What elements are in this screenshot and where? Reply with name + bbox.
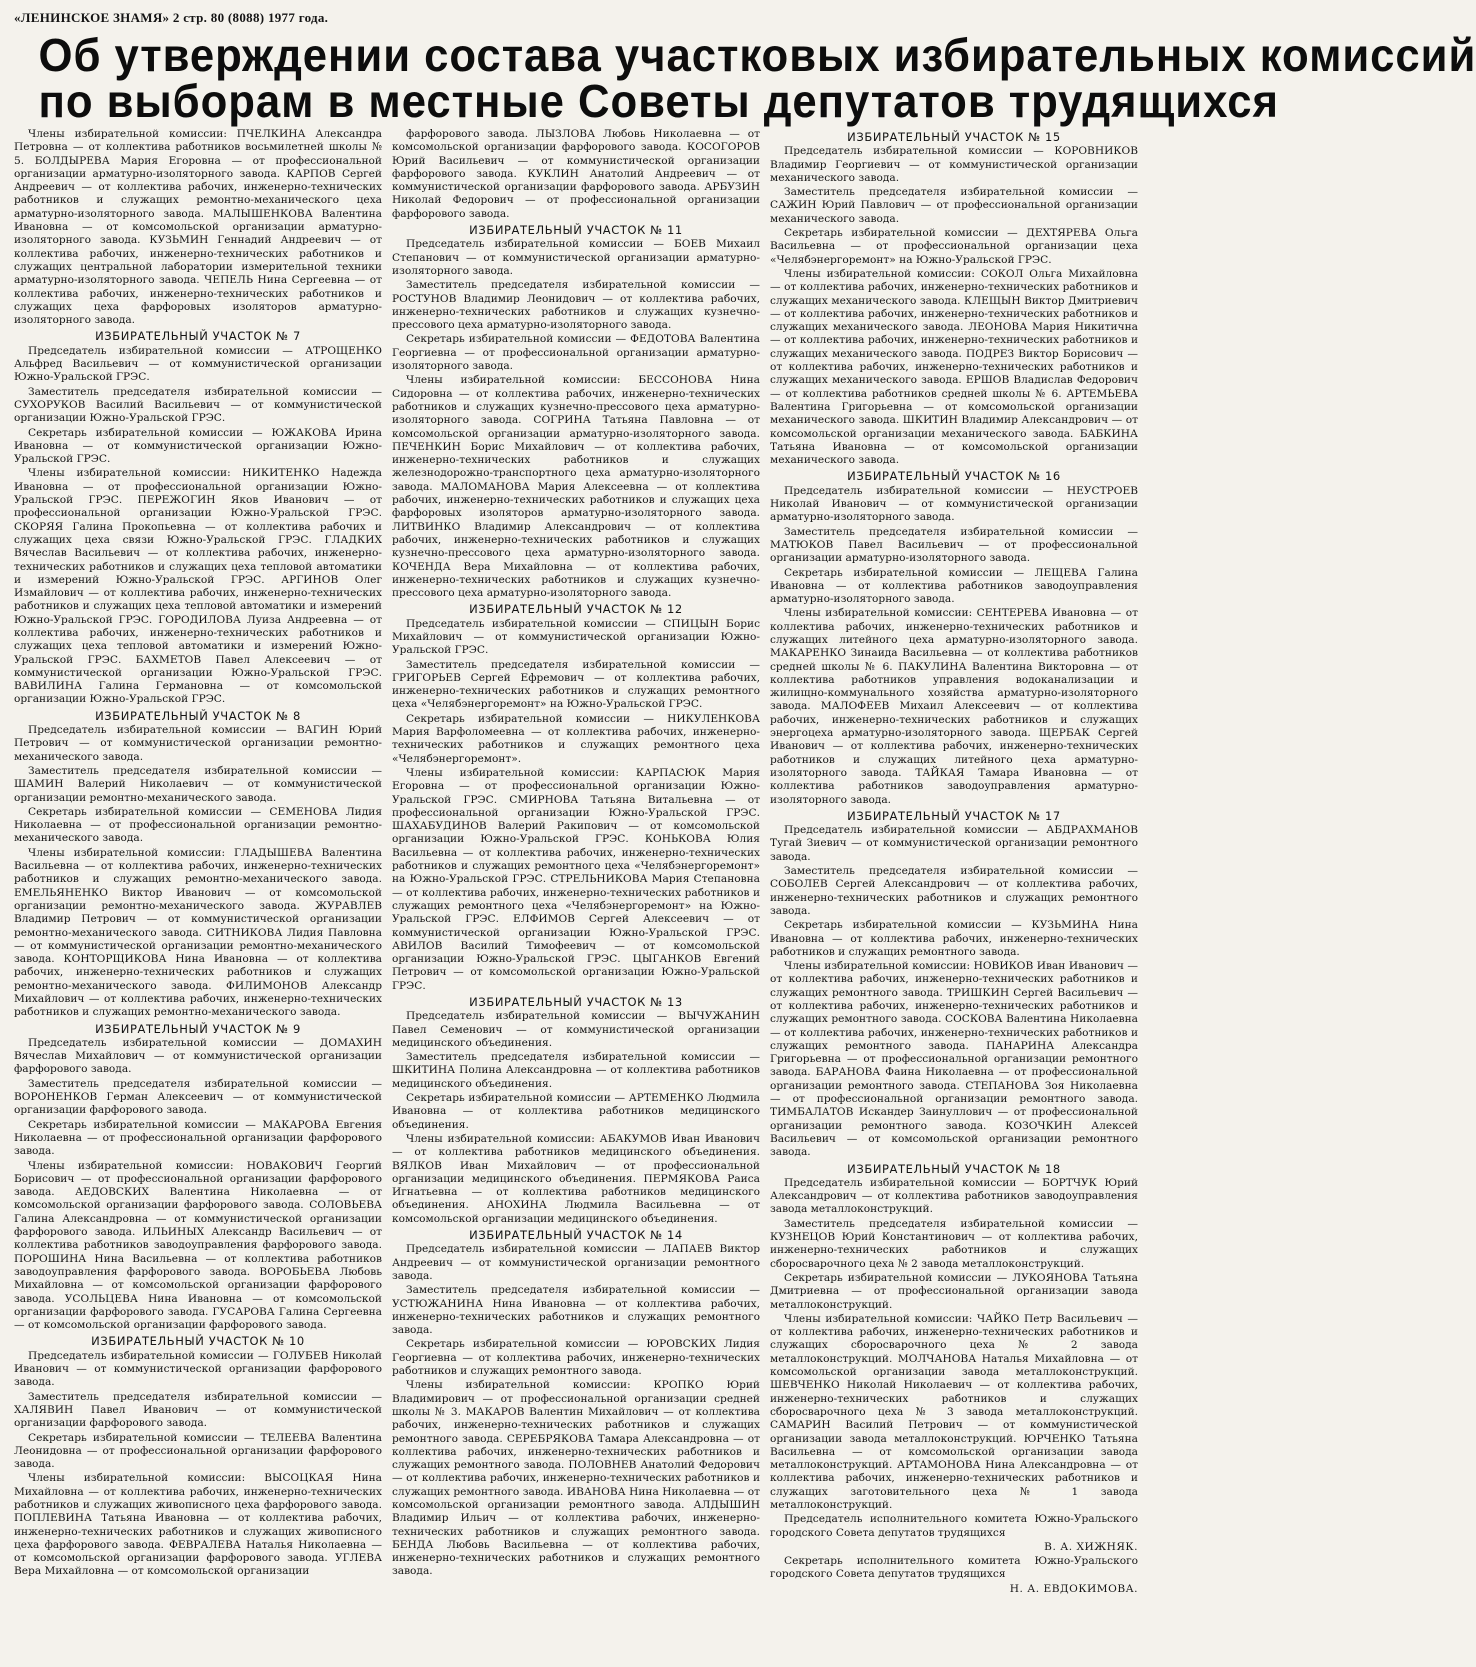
- article-paragraph: Председатель избирательной комиссии — ГОЛУБЕВ Николай Иванович — от коммунистической организации фарфорового завода.: [14, 1349, 382, 1389]
- article-paragraph: Заместитель председателя избирательной комиссии — ХАЛЯВИН Павел Иванович — от коммунистической организации фарфорового завода.: [14, 1390, 382, 1430]
- article-paragraph: Члены избирательной комиссии: БЕССОНОВА Нина Сидоровна — от коллектива рабочих, инженерно-технических работников и служащих кузнечно-прессового цеха арматурно-изоляторного завода. СОГРИНА Татьяна Павловна — от комсомольской организации арматурно-изоляторного завода. ПЕЧЕНКИН Борис Михайлович — от коллектива рабочих, инженерно-технических работников и служащих железнодорожно-транспортного цеха арматурно-изоляторного завода. МАЛОМАНОВА Мария Алексеевна — от коллектива рабочих, инженерно-технических работников и служащих цеха фарфоровых изоляторов арматурно-изоляторного завода. ЛИТВИНКО Владимир Александрович — от коллектива рабочих, инженерно-технических работников и служащих кузнечно-прессового цеха арматурно-изоляторного завода. КОЧЕНДА Вера Михайловна — от коллектива рабочих, инженерно-технических работников и служащих кузнечно-прессового цеха арматурно-изоляторного завода.: [392, 374, 760, 600]
- column-2: [392, 128, 760, 1658]
- article-paragraph: Секретарь избирательной комиссии — СЕМЕНОВА Лидия Николаевна — от профессиональной организации ремонтно-механического завода.: [14, 805, 382, 845]
- article-paragraph: Члены избирательной комиссии: АБАКУМОВ Иван Иванович — от коллектива работников медицинского объединения. ВЯЛКОВ Иван Михайлович — от профессиональной организации медицинского объединения. ПЕРМЯКОВА Раиса Игнатьевна — от коллектива работников медицинского объединения. АНОХИНА Людмила Васильевна — от комсомольской организации медицинского объединения.: [392, 1132, 760, 1225]
- precinct-heading: ИЗБИРАТЕЛЬНЫЙ УЧАСТОК № 12: [469, 602, 683, 617]
- article-paragraph: Заместитель председателя избирательной комиссии — МАТЮКОВ Павел Васильевич — от профессиональной организации арматурно-изоляторного завода.: [770, 525, 1138, 565]
- article-paragraph: Председатель избирательной комиссии — АБДРАХМАНОВ Тугай Зиевич — от коммунистической организации ремонтного завода.: [770, 824, 1138, 863]
- article-paragraph: Члены избирательной комиссии: ГЛАДЫШЕВА Валентина Васильевна — от коллектива рабочих, инженерно-технических работников и служащих ремонтно-механического завода. ЕМЕЛЬЯНЕНКО Виктор Иванович — от комсомольской организации ремонтно-механического завода. ЖУРАВЛЕВ Владимир Петрович — от коммунистической организации ремонтно-механического завода. СИТНИКОВА Лидия Павловна — от коммунистической организации ремонтно-механического завода. КОНТОРЩИКОВА Нина Ивановна — от коллектива рабочих, инженерно-технических работников и служащих ремонтно-механического завода. ФИЛИМОНОВ Александр Михайлович — от коллектива рабочих, инженерно-технических работников и служащих ремонтно-механического завода.: [14, 846, 382, 1019]
- precinct-heading: ИЗБИРАТЕЛЬНЫЙ УЧАСТОК № 11: [469, 223, 683, 238]
- article-paragraph: Председатель избирательной комиссии — ВАГИН Юрий Петрович — от коммунистической организации ремонтно-механического завода.: [14, 724, 382, 763]
- article-paragraph: Председатель избирательной комиссии — НЕУСТРОЕВ Николай Иванович — от коммунистической организации арматурно-изоляторного завода.: [770, 484, 1138, 524]
- article-paragraph: Заместитель председателя избирательной комиссии — УСТЮЖАНИНА Нина Ивановна — от коллектива рабочих, инженерно-технических работников и служащих ремонтного завода.: [392, 1284, 760, 1337]
- article-paragraph: Члены избирательной комиссии: НИКИТЕНКО Надежда Ивановна — от профессиональной организации Южно-Уральской ГРЭС. ПЕРЕЖОГИН Яков Иванович — от профессиональной организации Южно-Уральской ГРЭС. СКОРЯЯ Галина Прокопьевна — от коллектива рабочих и служащих цеха связи Южно-Уральской ГРЭС. ГЛАДКИХ Вячеслав Васильевич — от коллектива рабочих, инженерно-технических работников и служащих цеха тепловой автоматики и измерений Южно-Уральской ГРЭС. АРГИНОВ Олег Измайлович — от коллектива рабочих, инженерно-технических работников и служащих цеха тепловой автоматики и измерений Южно-Уральской ГРЭС. ГОРОДИЛОВА Луиза Андреевна — от коллектива рабочих, инженерно-технических работников и служащих цеха тепловой автоматики и измерений Южно-Уральской ГРЭС. БАХМЕТОВ Павел Алексеевич — от коммунистической организации Южно-Уральской ГРЭС. ВАВИЛИНА Галина Германовна — от комсомольской организации Южно-Уральской ГРЭС.: [14, 467, 382, 706]
- article-paragraph: Заместитель председателя избирательной комиссии — СОБОЛЕВ Сергей Александрович — от коллектива рабочих, инженерно-технических работников и служащих ремонтного завода.: [770, 865, 1138, 917]
- article-paragraph: Члены избирательной комиссии: НОВАКОВИЧ Георгий Борисович — от профессиональной организации фарфорового завода. АЕДОВСКИХ Валентина Николаевна — от комсомольской организации фарфорового завода. СОЛОВЬЕВА Галина Александровна — от коммунистической организации фарфорового завода. ИЛЬИНЫХ Александр Васильевич — от коллектива работников заводоуправления фарфорового завода. ПОРОШИНА Нина Васильевна — от коллектива работников заводоуправления фарфорового завода. ВОРОБЬЕВА Любовь Михайловна — от комсомольской организации фарфорового завода. УСОЛЬЦЕВА Нина Ивановна — от комсомольской организации фарфорового завода. ГУСАРОВА Галина Сергеевна — от комсомольской организации фарфорового завода.: [14, 1159, 382, 1332]
- article-paragraph: Члены избирательной комиссии: НОВИКОВ Иван Иванович — от коллектива рабочих, инженерно-технических работников и служащих ремонтного завода. ТРИШКИН Сергей Васильевич — от коллектива рабочих, инженерно-технических работников и служащих ремонтного завода. СОСКОВА Валентина Николаевна — от коллектива рабочих, инженерно-технических работников и служащих ремонтного завода. ПАНАРИНА Александра Григорьевна — от профессиональной организации ремонтного завода. БАРАНОВА Фаина Николаевна — от профессиональной организации ремонтного завода. СТЕПАНОВА Зоя Николаевна — от профессиональной организации ремонтного завода. ТИМБАЛАТОВ Искандер Заинуллович — от профессиональной организации ремонтного завода. КОЗОЧКИН Алексей Васильевич — от комсомольской организации ремонтного завода.: [770, 960, 1138, 1159]
- article-paragraph: Секретарь избирательной комиссии — НИКУЛЕНКОВА Мария Варфоломеевна — от коллектива рабочих, инженерно-технических работников и служащих ремонтного цеха «Челябэнергоремонт».: [392, 712, 760, 765]
- article-paragraph: Заместитель председателя избирательной комиссии — РОСТУНОВ Владимир Леонидович — от коллектива рабочих, инженерно-технических работников и служащих кузнечно-прессового цеха арматурно-изоляторного завода.: [392, 279, 760, 332]
- article-paragraph: фарфорового завода. ЛЫЗЛОВА Любовь Николаевна — от комсомольской организации фарфорового завода. КОСОГОРОВ Юрий Васильевич — от коммунистической организации фарфорового завода. КУКЛИН Анатолий Андреевич — от коммунистической организации фарфорового завода. АРБУЗИН Николай Федорович — от профессиональной организации фарфорового завода.: [392, 128, 760, 220]
- signature-name: В. А. ХИЖНЯК.: [1044, 1540, 1138, 1553]
- article-headline: [38, 29, 1476, 127]
- column-3: [770, 128, 1138, 1658]
- article-paragraph: Члены избирательной комиссии: ПЧЕЛКИНА Александра Петровна — от коллектива работников восьмилетней школы № 5. БОЛДЫРЕВА Мария Егоровна — от профессиональной организации арматурно-изоляторного завода. КАРПОВ Сергей Андреевич — от коллектива рабочих, инженерно-технических работников и служащих ремонтно-механического цеха арматурно-изоляторного завода. МАЛЫШЕНКОВА Валентина Ивановна — от комсомольской организации арматурно-изоляторного завода. КУЗЬМИН Геннадий Андреевич — от коллектива рабочих, инженерно-технических работников и служащих центральной лаборатории измерительной техники арматурно-изоляторного завода. ЧЕПЕЛЬ Нина Сергеевна — от коллектива рабочих, инженерно-технических работников и служащих цеха фарфоровых изоляторов арматурно-изоляторного завода.: [14, 128, 382, 327]
- article-paragraph: Секретарь избирательной комиссии — ДЕХТЯРЕВА Ольга Васильевна — от профессиональной организации цеха «Челябэнергоремонт» на Южно-Уральской ГРЭС.: [770, 227, 1138, 266]
- article-paragraph: Члены избирательной комиссии: ЧАЙКО Петр Васильевич — от коллектива рабочих, инженерно-технических работников и служащих сборосварочного цеха № 2 завода металлоконструкций. МОЛЧАНОВА Наталья Михайловна — от комсомольской организации завода металлоконструкций. ШЕВЧЕНКО Николай Николаевич — от коллектива рабочих, инженерно-технических работников и служащих сборосварочного цеха № 3 завода металлоконструкций. САМАРИН Василий Петрович — от коммунистической организации завода металлоконструкций. ЮРЧЕНКО Татьяна Васильевна — от комсомольской организации завода металлоконструкций. АРТАМОНОВА Нина Александровна — от коллектива рабочих, инженерно-технических работников и служащих заготовительного цеха № 1 завода металлоконструкций.: [770, 1312, 1138, 1511]
- article-paragraph: Председатель исполнительного комитета Южно-Уральского городского Совета депутатов трудящихся: [770, 1513, 1138, 1539]
- precinct-heading: ИЗБИРАТЕЛЬНЫЙ УЧАСТОК № 10: [91, 1334, 305, 1349]
- article-paragraph: Секретарь избирательной комиссии — ЮРОВСКИХ Лидия Георгиевна — от коллектива рабочих, инженерно-технических работников и служащих ремонтного завода.: [392, 1338, 760, 1378]
- article-paragraph: Председатель избирательной комиссии — БОРТЧУК Юрий Александрович — от коллектива работников заводоуправления завода металлоконструкций.: [770, 1176, 1138, 1216]
- precinct-heading: ИЗБИРАТЕЛЬНЫЙ УЧАСТОК № 9: [95, 1021, 301, 1036]
- article-paragraph: Председатель избирательной комиссии — БОЕВ Михаил Степанович — от коммунистической организации арматурно-изоляторного завода.: [392, 238, 760, 277]
- precinct-heading: ИЗБИРАТЕЛЬНЫЙ УЧАСТОК № 13: [469, 995, 683, 1009]
- precinct-heading: ИЗБИРАТЕЛЬНЫЙ УЧАСТОК № 14: [469, 1228, 683, 1243]
- article-paragraph: Секретарь избирательной комиссии — ЮЖАКОВА Ирина Ивановна — от коммунистической организации Южно-Уральской ГРЭС.: [14, 426, 382, 466]
- article-paragraph: Заместитель председателя избирательной комиссии — ШКИТИНА Полина Александровна — от коллектива работников медицинского объединения.: [392, 1051, 760, 1090]
- article-paragraph: Секретарь избирательной комиссии — АРТЕМЕНКО Людмила Ивановна — от коллектива работников медицинского объединения.: [392, 1092, 760, 1131]
- article-paragraph: Члены избирательной комиссии: СОКОЛ Ольга Михайловна — от коллектива рабочих, инженерно-технических работников и служащих механического завода. КЛЕЩЫН Виктор Дмитриевич — от коллектива рабочих, инженерно-технических работников и служащих механического завода. ЛЕОНОВА Мария Никитична — от коллектива рабочих, инженерно-технических работников и служащих механического завода. ПОДРЕЗ Виктор Борисович — от коллектива рабочих, инженерно-технических работников и служащих механического завода. ЕРШОВ Владислав Федорович — от коллектива работников средней школы № 6. АРТЕМЬЕВА Валентина Григорьевна — от комсомольской организации механического завода. ШКИТИН Владимир Александрович — от комсомольской организации механического завода. БАБКИНА Татьяна Ивановна — от комсомольской организации механического завода.: [770, 267, 1138, 467]
- article-paragraph: Председатель избирательной комиссии — СПИЦЫН Борис Михайлович — от коммунистической организации Южно-Уральской ГРЭС.: [392, 617, 760, 657]
- article-paragraph: Члены избирательной комиссии: КАРПАСЮК Мария Егоровна — от профессиональной организации Южно-Уральской ГРЭС. СМИРНОВА Татьяна Витальевна — от профессиональной организации Южно-Уральской ГРЭС. ШАХАБУДИНОВ Валерий Ракипович — от комсомольской организации Южно-Уральской ГРЭС. КОНЬКОВА Юлия Васильевна — от коллектива рабочих, инженерно-технических работников и служащих ремонтного цеха «Челябэнергоремонт» на Южно-Уральской ГРЭС. СТРЕЛЬНИКОВА Мария Степановна — от коллектива рабочих, инженерно-технических работников и служащих ремонтного цеха «Челябэнергоремонт» на Южно-Уральской ГРЭС. ЕЛФИМОВ Сергей Алексеевич — от коммунистической организации Южно-Уральской ГРЭС. АВИЛОВ Василий Тимофеевич — от комсомольской организации Южно-Уральской ГРЭС. ЦЫГАНКОВ Евгений Петрович — от комсомольской организации Южно-Уральской ГРЭС.: [392, 766, 760, 992]
- newspaper-masthead: «ЛЕНИНСКОЕ ЗНАМЯ» 2 стр. 80 (8088) 1977 года.: [14, 10, 329, 25]
- column-1: [14, 128, 382, 1658]
- precinct-heading: ИЗБИРАТЕЛЬНЫЙ УЧАСТОК № 15: [847, 130, 1061, 144]
- article-paragraph: Председатель избирательной комиссии — ЛАПАЕВ Виктор Андреевич — от коммунистической организации ремонтного завода.: [392, 1243, 760, 1282]
- article-paragraph: Секретарь избирательной комиссии — ФЕДОТОВА Валентина Георгиевна — от профессиональной организации арматурно-изоляторного завода.: [392, 333, 760, 373]
- article-paragraph: Члены избирательной комиссии: ВЫСОЦКАЯ Нина Михайловна — от коллектива рабочих, инженерно-технических работников и служащих живописного цеха фарфорового завода. ПОПЛЕВИНА Татьяна Ивановна — от коллектива рабочих, инженерно-технических работников и служащих живописного цеха фарфорового завода. ФЕВРАЛЕВА Наталья Николаевна — от комсомольской организации фарфорового завода. УГЛЕВА Вера Михайловна — от комсомольской организации: [14, 1472, 382, 1578]
- article-paragraph: Председатель избирательной комиссии — ВЫЧУЖАНИН Павел Семенович — от коммунистической организации медицинского объединения.: [392, 1010, 760, 1049]
- article-paragraph: Председатель избирательной комиссии — КОРОВНИКОВ Владимир Георгиевич — от коммунистической организации механического завода.: [770, 145, 1138, 184]
- headline-line-2: по выборам в местные Советы депутатов трудящихся: [38, 75, 1279, 127]
- article-paragraph: Заместитель председателя избирательной комиссии — КУЗНЕЦОВ Юрий Константинович — от коллектива рабочих, инженерно-технических работников и служащих сборосварочного цеха № 2 завода металлоконструкций.: [770, 1217, 1138, 1270]
- article-paragraph: Секретарь исполнительного комитета Южно-Уральского городского Совета депутатов трудящихся: [770, 1555, 1138, 1581]
- precinct-heading: ИЗБИРАТЕЛЬНЫЙ УЧАСТОК № 8: [95, 708, 301, 723]
- article-paragraph: Секретарь избирательной комиссии — ЛУКОЯНОВА Татьяна Дмитриевна — от профессиональной организации завода металлоконструкций.: [770, 1271, 1138, 1311]
- article-paragraph: Заместитель председателя избирательной комиссии — ВОРОНЕНКОВ Герман Алексеевич — от коммунистической организации фарфорового завода.: [14, 1077, 382, 1117]
- signature-name: Н. А. ЕВДОКИМОВА.: [1009, 1582, 1138, 1595]
- article-paragraph: Заместитель председателя избирательной комиссии — СУХОРУКОВ Василий Васильевич — от коммунистической организации Южно-Уральской ГРЭС.: [14, 385, 382, 425]
- article-paragraph: Секретарь избирательной комиссии — КУЗЬМИНА Нина Ивановна — от коллектива рабочих, инженерно-технических работников и служащих ремонтного завода.: [770, 919, 1138, 958]
- article-paragraph: Председатель избирательной комиссии — АТРОЩЕНКО Альфред Васильевич — от коммунистической организации Южно-Уральской ГРЭС.: [14, 344, 382, 384]
- precinct-heading: ИЗБИРАТЕЛЬНЫЙ УЧАСТОК № 7: [95, 329, 301, 344]
- precinct-heading: ИЗБИРАТЕЛЬНЫЙ УЧАСТОК № 17: [847, 808, 1061, 823]
- precinct-heading: ИЗБИРАТЕЛЬНЫЙ УЧАСТОК № 18: [847, 1161, 1061, 1176]
- article-paragraph: Заместитель председателя избирательной комиссии — ГРИГОРЬЕВ Сергей Ефремович — от коллектива рабочих, инженерно-технических работников и служащих ремонтного цеха «Челябэнергоремонт» на Южно-Уральской ГРЭС.: [392, 658, 760, 711]
- article-paragraph: Члены избирательной комиссии: КРОПКО Юрий Владимирович — от профессиональной организации средней школы № 3. МАКАРОВ Валентин Михайлович — от коллектива рабочих, инженерно-технических работников и служащих ремонтного завода. СЕРЕБРЯКОВА Тамара Александровна — от коллектива рабочих, инженерно-технических работников и служащих ремонтного завода. ПОЛОВНЕВ Анатолий Федорович — от коллектива рабочих, инженерно-технических работников и служащих ремонтного завода. ИВАНОВА Нина Николаевна — от комсомольской организации ремонтного завода. АЛДЫШИН Владимир Ильич — от коллектива рабочих, инженерно-технических работников и служащих ремонтного завода. БЕНДА Любовь Васильевна — от коллектива рабочих, инженерно-технических работников и служащих ремонтного завода.: [392, 1379, 760, 1578]
- article-paragraph: Секретарь избирательной комиссии — ТЕЛЕЕВА Валентина Леонидовна — от профессиональной организации фарфорового завода.: [14, 1431, 382, 1471]
- precinct-heading: ИЗБИРАТЕЛЬНЫЙ УЧАСТОК № 16: [847, 469, 1061, 484]
- article-paragraph: Председатель избирательной комиссии — ДОМАХИН Вячеслав Михайлович — от коммунистической организации фарфорового завода.: [14, 1036, 382, 1076]
- article-paragraph: Заместитель председателя избирательной комиссии — САЖИН Юрий Павлович — от профессиональной организации механического завода.: [770, 186, 1138, 225]
- article-paragraph: Заместитель председателя избирательной комиссии — ШАМИН Валерий Николаевич — от коммунистической организации ремонтно-механического завода.: [14, 764, 382, 804]
- headline-line-1: Об утверждении состава участковых избирательных комиссий: [38, 29, 1476, 81]
- article-paragraph: Члены избирательной комиссии: СЕНТЕРЕВА Ивановна — от коллектива рабочих, инженерно-технических работников и служащих литейного цеха арматурно-изоляторного завода. МАКАРЕНКО Зинаида Васильевна — от коллектива работников средней школы № 6. ПАКУЛИНА Валентина Викторовна — от коллектива работников управления водоканализации и жилищно-коммунального хозяйства арматурно-изоляторного завода. МАЛОФЕЕВ Михаил Алексеевич — от коллектива рабочих, инженерно-технических работников и служащих энергоцеха арматурно-изоляторного завода. ЩЕРБАК Сергей Иванович — от коллектива рабочих, инженерно-технических работников и служащих литейного цеха арматурно-изоляторного завода. ТАЙКАЯ Тамара Ивановна — от коллектива работников заводоуправления арматурно-изоляторного завода.: [770, 607, 1138, 806]
- article-paragraph: Секретарь избирательной комиссии — ЛЕЩЕВА Галина Ивановна — от коллектива работников заводоуправления арматурно-изоляторного завода.: [770, 566, 1138, 606]
- article-paragraph: Секретарь избирательной комиссии — МАКАРОВА Евгения Николаевна — от профессиональной организации фарфорового завода.: [14, 1118, 382, 1158]
- article-columns: [14, 128, 1144, 1658]
